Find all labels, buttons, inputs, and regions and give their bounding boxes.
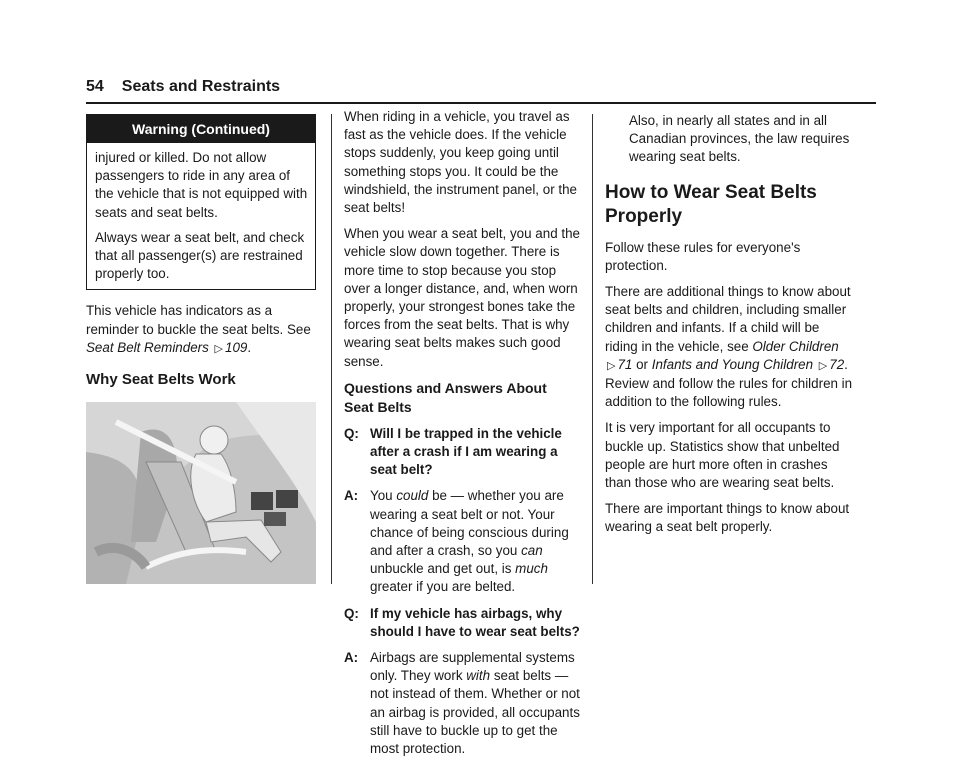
answer-1 [344, 487, 580, 596]
warning-paragraph-1: injured or killed. Do not allow passengers to ride in any area of the vehicle that is not equipped with seats and seat belts. [95, 150, 308, 220]
column-divider-2 [592, 114, 593, 584]
section-title: Seats and Restraints [121, 78, 281, 95]
page-reference-icon: ▷ [607, 359, 616, 372]
warning-box [86, 114, 316, 290]
older-children-page[interactable]: 71 [617, 356, 633, 372]
continued-answer: Also, in nearly all states and in all Canadian provinces, the law requires wearing seat belts. [629, 113, 850, 165]
header-rule [86, 102, 876, 104]
question-1 [344, 425, 580, 480]
how-to-wear-heading: How to Wear Seat Belts Properly [605, 181, 817, 227]
page-reference-icon: ▷ [214, 342, 224, 355]
col2-paragraph-2: When you wear a seat belt, you and the vehicle slow down together. There is more time to stop because you stop over a longer distance, and, when worn properly, your strongest bones take the forces from the seat belts. That is why wearing seat belts makes such good sense. [344, 226, 580, 369]
question-2-text: If my vehicle has airbags, why should I have to wear seat belts? [370, 605, 580, 639]
q-label: Q: [344, 425, 359, 441]
infants-young-children-page[interactable]: 72 [829, 356, 845, 372]
older-children-link[interactable]: Older Children [752, 338, 839, 354]
why-seat-belts-heading: Why Seat Belts Work [86, 371, 236, 389]
column-divider-1 [331, 114, 332, 584]
page-reference-icon: ▷ [818, 359, 828, 372]
question-1-text: Will I be trapped in the vehicle after a crash if I am wearing a seat belt? [370, 425, 562, 478]
warning-paragraph-2: Always wear a seat belt, and check that all passenger(s) are restrained properly too. [95, 229, 305, 282]
reminder-paragraph: This vehicle has indicators as a reminder to buckle the seat belts. See Seat Belt Reminders ▷ 109. [86, 303, 311, 355]
col3-paragraph-3: It is very important for all occupants to buckle up. Statistics show that unbelted people are hurt more often in crashes than those who are wearing seat belts. [605, 420, 840, 491]
crash-dummy-illustration [86, 402, 316, 584]
reminder-text: This vehicle has indicators as a reminder to buckle the seat belts. See [86, 303, 311, 337]
col3-paragraph-4: There are important things to know about wearing a seat belt properly. [605, 501, 850, 535]
reminder-page-number[interactable]: 109 [225, 339, 248, 355]
warning-title: Warning (Continued) [87, 115, 315, 143]
seat-belt-reminders-link[interactable]: Seat Belt Reminders [86, 339, 209, 355]
q-label: Q: [344, 605, 359, 621]
question-2 [344, 605, 580, 641]
answer-2 [344, 649, 580, 758]
col3-paragraph-1: Follow these rules for everyone's protection. [605, 239, 801, 273]
answer-1-text: You could be — whether you are wearing a seat belt or not. Your chance of being conscious during and after a crash, so you can unbuckle and get out, is much greater if you are belted. [370, 488, 569, 595]
col2-paragraph-1: When riding in a vehicle, you travel as fast as the vehicle does. If the vehicle stops suddenly, you keep going until something stops you. It could be the windshield, the instrument panel, or the seat belts! [344, 109, 577, 216]
page-number: 54 [86, 78, 104, 95]
column-3 [605, 112, 855, 545]
page-header [86, 78, 280, 102]
col3-paragraph-2: There are additional things to know about seat belts and children, including smaller children and infants. If a child will be riding in the vehicle, see Older Children ▷ 71 or Infants and Young Children ▷ 72. Review and follow the rules for children in addition to the following rules. [605, 284, 853, 410]
a-label: A: [344, 488, 359, 504]
qa-heading: Questions and Answers About Seat Belts [344, 379, 547, 415]
a-label: A: [344, 650, 359, 666]
answer-2-text: Airbags are supplemental systems only. They work with seat belts — not instead of them. Whether or not an airbag is provided, all occupants still have to buckle up to get the most protection. [370, 650, 580, 757]
column-1 [86, 114, 316, 584]
infants-young-children-link[interactable]: Infants and Young Children [651, 356, 814, 372]
column-2 [344, 108, 580, 766]
